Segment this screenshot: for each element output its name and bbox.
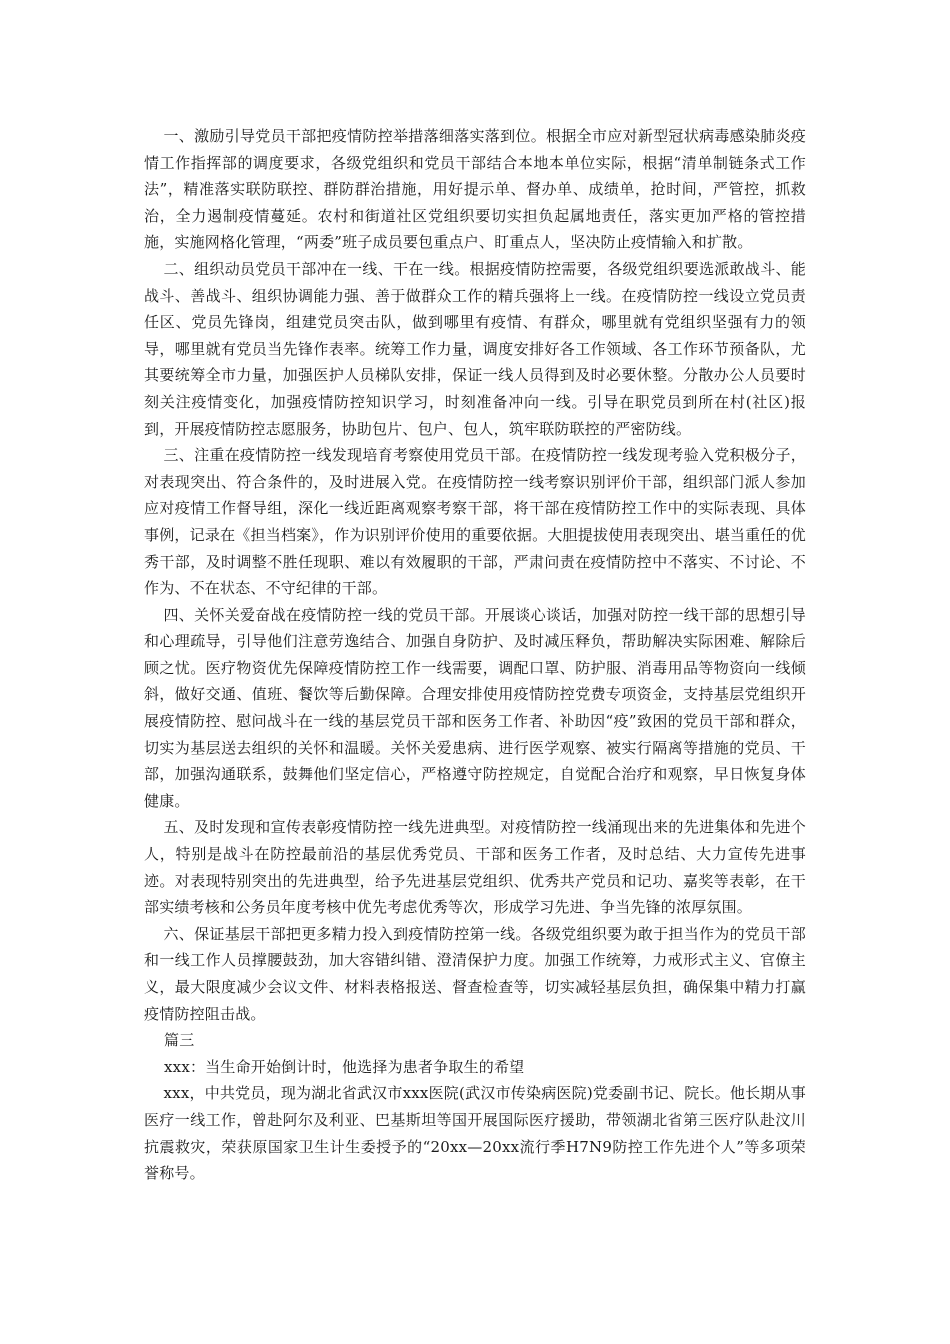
document-body bbox=[144, 123, 806, 1187]
paragraph-6: 六、保证基层干部把更多精力投入到疫情防控第一线。各级党组织要为敢于担当作为的党员干部和一线工作人员撑腰鼓劲，加大容错纠错、澄清保护力度。加强工作统筹，力戒形式主义、官僚主义，最大限度减少会议文件、材料表格报送、督查检查等，切实减轻基层负担，确保集中精力打赢疫情防控阻击战。 bbox=[144, 924, 806, 1023]
article-intro: xxx，中共党员，现为湖北省武汉市xxx医院(武汉市传染病医院)党委副书记、院长。他长期从事医疗一线工作，曾赴阿尔及利亚、巴基斯坦等国开展国际医疗援助，带领湖北省第三医疗队赴汶川抗震救灾，荣获原国家卫生计生委授予的“20xx—20xx流行季H7N9防控工作先进个人”等多项荣誉称号。 bbox=[144, 1084, 806, 1183]
section-label: 篇三 bbox=[164, 1031, 195, 1050]
paragraph-3: 三、注重在疫情防控一线发现培育考察使用党员干部。在疫情防控一线发现考验入党积极分子，对表现突出、符合条件的，及时进展入党。在疫情防控一线考察识别评价干部，组织部门派人参加应对疫情工作督导组，深化一线近距离观察考察干部，将干部在疫情防控工作中的实际表现、具体事例，记录在《担当档案》，作为识别评价使用的重要依据。大胆提拔使用表现突出、堪当重任的优秀干部，及时调整不胜任现职、难以有效履职的干部，严肃问责在疫情防控中不落实、不讨论、不作为、不在状态、不守纪律的干部。 bbox=[144, 446, 806, 598]
paragraph-2: 二、组织动员党员干部冲在一线、干在一线。根据疫情防控需要，各级党组织要选派敢战斗、能战斗、善战斗、组织协调能力强、善于做群众工作的精兵强将上一线。在疫情防控一线设立党员责任区、党员先锋岗，组建党员突击队，做到哪里有疫情、有群众，哪里就有党组织坚强有力的领导，哪里就有党员当先锋作表率。统筹工作力量，调度安排好各工作领域、各工作环节预备队，尤其要统筹全市力量，加强医护人员梯队安排，保证一线人员得到及时必要休整。分散办公人员要时刻关注疫情变化，加强疫情防控知识学习，时刻准备冲向一线。引导在职党员到所在村(社区)报到，开展疫情防控志愿服务，协助包片、包户、包人，筑牢联防联控的严密防线。 bbox=[144, 259, 806, 438]
article-title: xxx：当生命开始倒计时，他选择为患者争取生的希望 bbox=[164, 1057, 525, 1076]
paragraph-1: 一、激励引导党员干部把疫情防控举措落细落实落到位。根据全市应对新型冠状病毒感染肺炎疫情工作指挥部的调度要求，各级党组织和党员干部结合本地本单位实际，根据“清单制链条式工作法”，精准落实联防联控、群防群治措施，用好提示单、督办单、成绩单，抢时间，严管控，抓救治，全力遏制疫情蔓延。农村和街道社区党组织要切实担负起属地责任，落实更加严格的管控措施，实施网格化管理，“两委”班子成员要包重点户、盯重点人，坚决防止疫情输入和扩散。 bbox=[144, 127, 806, 252]
paragraph-5: 五、及时发现和宣传表彰疫情防控一线先进典型。对疫情防控一线涌现出来的先进集体和先进个人，特别是战斗在防控最前沿的基层优秀党员、干部和医务工作者，及时总结、大力宣传先进事迹。对表现特别突出的先进典型，给予先进基层党组织、优秀共产党员和记功、嘉奖等表彰，在干部实绩考核和公务员年度考核中优先考虑优秀等次，形成学习先进、争当先锋的浓厚氛围。 bbox=[144, 818, 806, 917]
paragraph-4: 四、关怀关爱奋战在疫情防控一线的党员干部。开展谈心谈话，加强对防控一线干部的思想引导和心理疏导，引导他们注意劳逸结合、加强自身防护、及时减压释负，帮助解决实际困难、解除后顾之忧。医疗物资优先保障疫情防控工作一线需要，调配口罩、防护服、消毒用品等物资向一线倾斜，做好交通、值班、餐饮等后勤保障。合理安排使用疫情防控党费专项资金，支持基层党组织开展疫情防控、慰问战斗在一线的基层党员干部和医务工作者、补助因“疫”致困的党员干部和群众，切实为基层送去组织的关怀和温暖。关怀关爱患病、进行医学观察、被实行隔离等措施的党员、干部，加强沟通联系，鼓舞他们坚定信心，严格遵守防控规定，自觉配合治疗和观察，早日恢复身体健康。 bbox=[144, 605, 806, 810]
